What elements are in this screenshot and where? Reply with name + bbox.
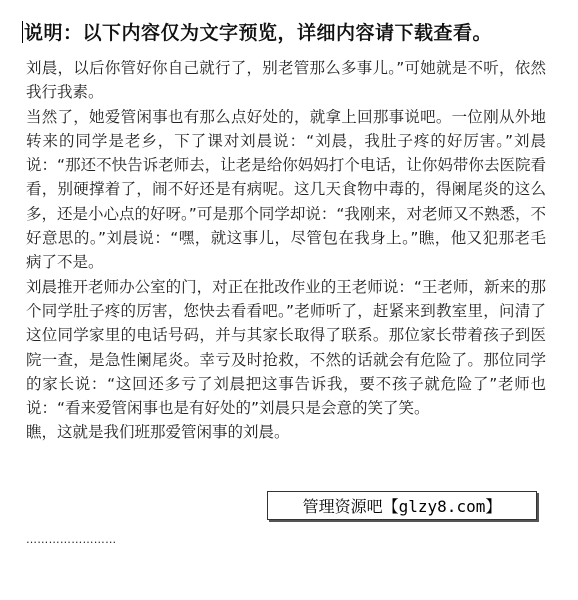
paragraph-4: 瞧，这就是我们班那爱管闲事的刘晨。 — [26, 423, 290, 442]
paragraph-3: 刘晨推开老师办公室的门，对正在批改作业的王老师说：“王老师，新来的那个同学肚子疼的厉害，您快去看看吧。”老师听了，赶紧来到教室里，问清了这位同学家里的电话号码，并与其家长取得了联系。那位家长带着孩子到医院一查，是急性阑尾炎。幸亏及时抢救，不然的话就会有危险了。那位同学的家长说：“这回还多亏了刘晨把这事告诉我，要不孩子就危险了”老师也说：“看来爱管闲事也是有好处的”刘晨只是会意的笑了笑。 — [26, 277, 546, 418]
ellipsis: …………………… — [26, 533, 117, 546]
site-watermark — [267, 491, 537, 520]
preview-notice — [22, 18, 492, 45]
text-cursor — [22, 21, 23, 43]
paragraph-2: 当然了，她爱管闲事也有那么点好处的，就拿上回那事说吧。一位刚从外地转来的同学是老乡，下了课对刘晨说：“刘晨，我肚子疼的好厉害。”刘晨说：“那还不快告诉老师去，让老是给你妈妈打个电话，让你妈带你去医院看看，别硬撑着了，闹不好还是有病呢。这几天食物中毒的，得阑尾炎的这么多，还是小心点的好呀。”可是那个同学却说：“我刚来，对老师又不熟悉，不好意思的。”刘晨说：“嘿，就这事儿，尽管包在我身上。”瞧，他又犯那老毛病了不是。 — [26, 107, 546, 272]
paragraph-1: 刘晨，以后你管好你自己就行了，别老管那么多事儿。”可她就是不听，依然我行我素。 — [26, 59, 546, 102]
article-body — [26, 56, 546, 445]
watermark-text: 管理资源吧【glzy8.com】 — [302, 497, 502, 516]
preview-notice-text: 说明：以下内容仅为文字预览，详细内容请下载查看。 — [24, 22, 493, 44]
